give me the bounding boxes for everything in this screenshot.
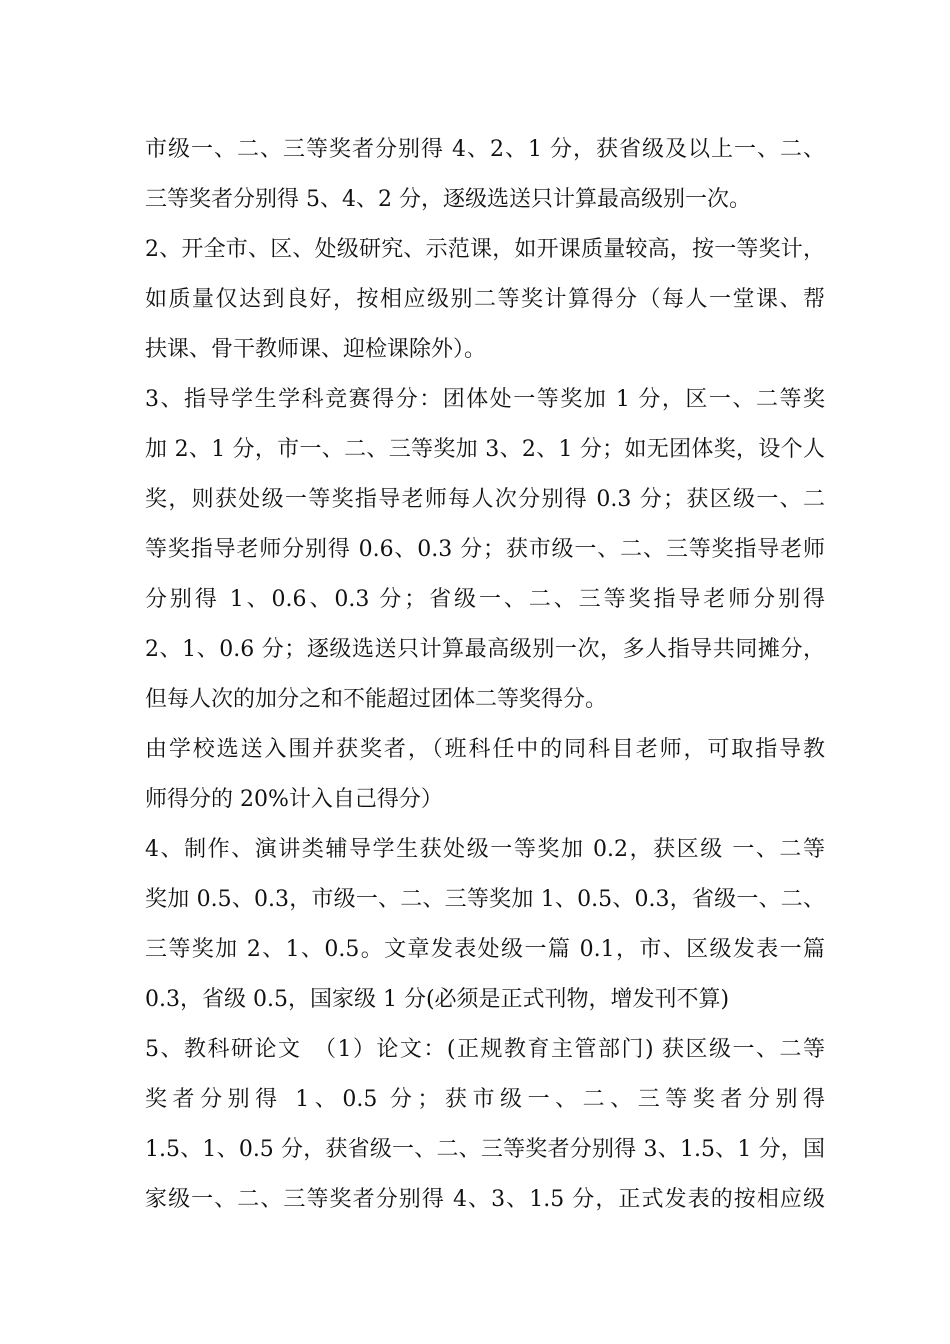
text-line: 由学校选送入围并获奖者，（班科任中的同科目老师，可取指导教: [145, 737, 825, 762]
text-line: 2、开全市、区、处级研究、示范课，如开课质量较高，按一等奖计，: [145, 237, 825, 262]
text-line: 1.5、1、0.5 分，获省级一、二、三等奖者分别得 3、1.5、1 分，国: [145, 1137, 825, 1162]
text-line: 市级一、二、三等奖者分别得 4、2、1 分，获省级及以上一、二、: [145, 137, 825, 162]
text-line: 如质量仅达到良好，按相应级别二等奖计算得分（每人一堂课、帮: [145, 287, 825, 312]
text-line: 奖者分别得 1、0.5 分；获市级一、二、三等奖者分别得: [145, 1087, 825, 1112]
text-line: 0.3，省级 0.5，国家级 1 分(必须是正式刊物，增发刊不算): [145, 987, 730, 1012]
text-line: 奖加 0.5、0.3，市级一、二、三等奖加 1、0.5、0.3，省级一、二、: [145, 887, 825, 912]
text-line: 奖，则获处级一等奖指导老师每人次分别得 0.3 分；获区级一、二: [145, 487, 825, 512]
text-line: 分别得 1、0.6、0.3 分；省级一、二、三等奖指导老师分别得: [145, 587, 825, 612]
text-line: 等奖指导老师分别得 0.6、0.3 分；获市级一、二、三等奖指导老师: [145, 537, 825, 562]
text-line: 3、指导学生学科竞赛得分：团体处一等奖加 1 分，区一、二等奖: [145, 387, 825, 412]
text-line: 4、制作、演讲类辅导学生获处级一等奖加 0.2，获区级 一、二等: [145, 837, 825, 862]
text-line: 2、1、0.6 分；逐级选送只计算最高级别一次，多人指导共同摊分，: [145, 637, 825, 662]
text-line: 加 2、1 分，市一、二、三等奖加 3、2、1 分；如无团体奖，设个人: [145, 437, 825, 462]
text-line: 家级一、二、三等奖者分别得 4、3、1.5 分，正式发表的按相应级: [145, 1187, 825, 1212]
text-line: 5、教科研论文 （1）论文：(正规教育主管部门) 获区级一、二等: [145, 1037, 825, 1062]
text-line: 师得分的 20%计入自己得分）: [145, 787, 443, 812]
text-line: 但每人次的加分之和不能超过团体二等奖得分。: [145, 687, 608, 712]
text-line: 扶课、骨干教师课、迎检课除外）。: [145, 337, 487, 362]
text-line: 三等奖加 2、1、0.5。文章发表处级一篇 0.1，市、区级发表一篇: [145, 937, 825, 962]
text-line: 三等奖者分别得 5、4、2 分，逐级选送只计算最高级别一次。: [145, 187, 751, 212]
